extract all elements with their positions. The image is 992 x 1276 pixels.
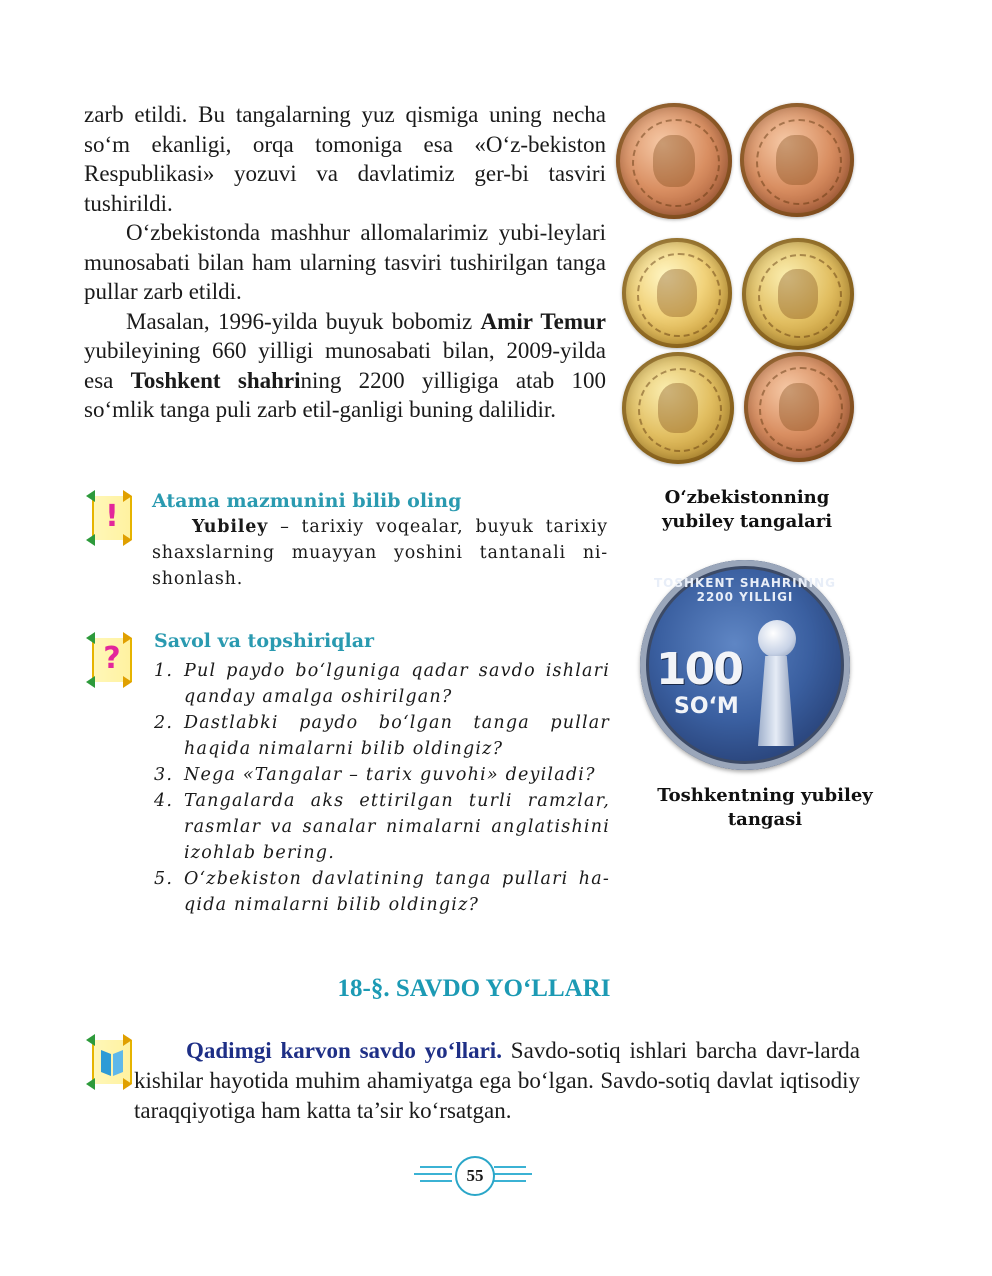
state-emblem-relief bbox=[776, 135, 817, 185]
question-number: 4. bbox=[154, 791, 174, 811]
open-book-icon bbox=[98, 1046, 126, 1078]
state-emblem-relief bbox=[778, 269, 818, 318]
coin-independence-obverse bbox=[622, 238, 732, 348]
coins-caption: O‘zbekistonning yubiley tangalari bbox=[661, 487, 833, 532]
question-text: O‘zbekiston davlatining tanga pullari ha-qida nimalarni bilib oldingiz? bbox=[184, 869, 610, 915]
question-number: 1. bbox=[154, 661, 174, 681]
paragraph-3 bbox=[84, 307, 606, 425]
term-definition-text: – tarixiy voqealar, buyuk tarixiy shaxslarning muayyan yoshini tantanali ni-shonlash. bbox=[152, 517, 608, 589]
page-ornament-line bbox=[414, 1173, 452, 1175]
section-title: 18-§. SAVDO YO‘LLARI bbox=[337, 975, 611, 1002]
term-definition bbox=[152, 514, 608, 592]
coin-temur-obverse bbox=[616, 103, 732, 219]
horseman-relief bbox=[658, 383, 698, 432]
question-item bbox=[154, 658, 610, 710]
coin-ring-text: TOSHKENT SHAHRINING 2200 YILLIGI bbox=[653, 576, 837, 604]
question-item bbox=[154, 788, 610, 866]
coin-republic-reverse-2 bbox=[744, 352, 854, 462]
page-ornament-line bbox=[494, 1180, 526, 1182]
question-number: 5. bbox=[154, 869, 174, 889]
paragraph-2: O‘zbekistonda mashhur allomalarimiz yubi-leylari munosabati bilan ham ularning tasviri tushirilgan tanga pullar zarb etildi. bbox=[84, 220, 606, 304]
coin-emblem-reverse bbox=[740, 103, 854, 217]
page-ornament-line bbox=[494, 1173, 532, 1175]
questions-box-title: Savol va topshiriqlar bbox=[154, 630, 375, 652]
question-number: 2. bbox=[154, 713, 174, 733]
question-marker-icon bbox=[86, 632, 130, 688]
coin-unit: SO‘M bbox=[674, 694, 739, 719]
big-coin-caption: Toshkentning yubiley tangasi bbox=[657, 785, 873, 830]
question-text: Pul paydo bo‘lguniga qadar savdo ishlari qanday amalga oshirilgan? bbox=[184, 661, 610, 707]
monument-relief bbox=[758, 656, 794, 746]
globe-relief bbox=[758, 620, 796, 658]
section-paragraph bbox=[134, 1036, 860, 1126]
section-lead: Qadimgi karvon savdo yo‘llari. bbox=[186, 1038, 502, 1063]
page-ornament-line bbox=[494, 1166, 526, 1168]
question-item bbox=[154, 762, 610, 788]
question-text: Nega «Tangalar – tarix guvohi» deyiladi? bbox=[184, 765, 596, 785]
term-word: Yubiley bbox=[192, 517, 269, 537]
questions-list bbox=[154, 658, 610, 918]
toshkent-shahri-bold: Toshkent shahri bbox=[130, 367, 301, 393]
state-emblem-relief bbox=[779, 383, 819, 431]
question-text: Dastlabki paydo bo‘lgan tanga pullar haqida nimalarni bilib oldingiz? bbox=[184, 713, 610, 759]
question-text: Tangalarda aks ettirilgan turli ramzlar, rasmlar va sanalar nimalarni anglatishini izohlab bering. bbox=[184, 791, 610, 863]
page-ornament-line bbox=[420, 1180, 452, 1182]
intro-paragraphs bbox=[84, 100, 606, 425]
amir-temur-bold: Amir Temur bbox=[480, 308, 606, 334]
exclamation-glyph: ! bbox=[105, 499, 119, 534]
paragraph-3-part: ning 2200 yilligiga atab 100 so‘mlik tanga puli zarb etil-ganligi buning dalilidir. bbox=[84, 367, 606, 422]
question-item bbox=[154, 866, 610, 918]
paragraph-3-part: Masalan, 1996-yilda buyuk bobomiz bbox=[126, 308, 481, 334]
page-number: 55 bbox=[455, 1156, 495, 1196]
portrait-relief bbox=[653, 135, 695, 186]
exclamation-marker-icon bbox=[86, 490, 130, 546]
coin-amir-temur-660 bbox=[622, 352, 734, 464]
monument-relief bbox=[657, 269, 697, 317]
page-ornament-line bbox=[420, 1166, 452, 1168]
coin-denomination: 100 bbox=[656, 644, 742, 695]
coin-toshkent-2200 bbox=[640, 560, 850, 770]
paragraph-3-part: yubileyining 660 yilligi munosabati bilan, 2009-yilda esa bbox=[84, 338, 606, 393]
question-item bbox=[154, 710, 610, 762]
term-box-title: Atama mazmunini bilib oling bbox=[152, 490, 462, 512]
coin-republic-reverse bbox=[742, 238, 854, 350]
question-glyph: ? bbox=[103, 641, 121, 676]
section-text: Savdo-sotiq ishlari barcha davr-larda kishilar hayotida muhim ahamiyatga ega bo‘lgan. Savdo-sotiq davlat iqtisodiy taraqqiyotiga ham katta ta’sir ko‘rsatgan. bbox=[134, 1038, 860, 1123]
question-number: 3. bbox=[154, 765, 174, 785]
book-marker-icon bbox=[86, 1034, 130, 1090]
paragraph-1: zarb etildi. Bu tangalarning yuz qismiga uning necha so‘m ekanligi, orqa tomoniga esa «O‘z-bekiston Respublikasi» yozuvi va davlatimiz ger-bi tasviri tushirildi. bbox=[84, 102, 606, 216]
